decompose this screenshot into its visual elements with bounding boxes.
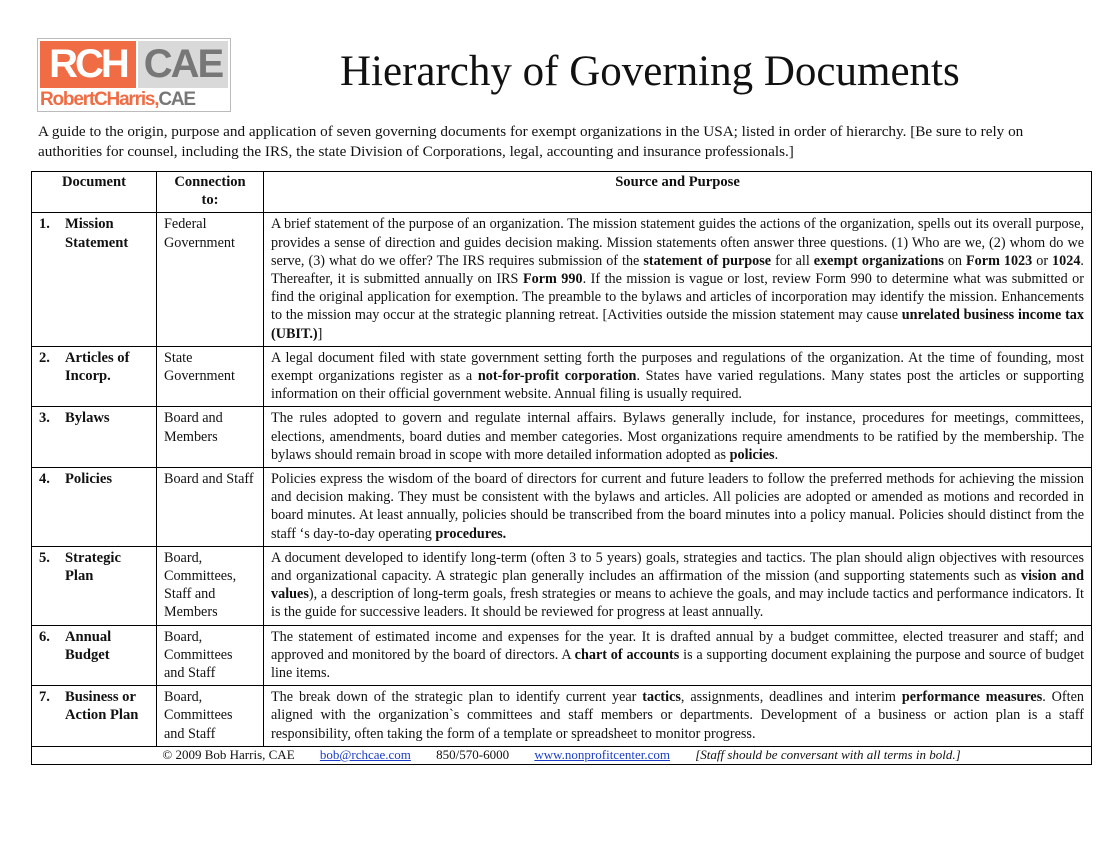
bold-term: 1024 [1052, 252, 1081, 269]
table-header-row [32, 172, 1092, 213]
text-segment: or [1032, 252, 1053, 269]
text-segment: is a supporting document explaining the purpose and source of budget line items. [271, 646, 1085, 682]
text-segment: . [774, 446, 779, 463]
source-purpose-cell [264, 213, 1092, 346]
footer-email-link[interactable]: bob@rchcae.com [319, 746, 411, 762]
bold-term: unrelated business income tax (UBIT.) [271, 307, 1084, 342]
header-source-purpose: Source and Purpose [264, 172, 1092, 213]
table-row [32, 468, 1092, 547]
bold-term: policies [729, 446, 775, 463]
bold-term: chart of accounts [574, 646, 680, 663]
source-purpose-cell [264, 546, 1092, 625]
governing-documents-table [31, 171, 1092, 765]
text-segment: The rules adopted to govern and regulate internal affairs. Bylaws generally include, for instance, procedures for meetings, committees, elections, amendments, board duties and member categories. Most organizations require amendments to be ratified by the membership. The bylaws should remain broad in scope with more detailed information adopted as [271, 410, 1084, 463]
text-segment: ), a description of long-term goals, fresh strategies or means to achieve the goals, and may include tactics and performance indicators. It is the guide for successive leaders. It should be reviewed for progress at least annually. [271, 586, 1084, 621]
connection-cell: Board, Committees and Staff [157, 686, 264, 747]
connection-cell: Board and Members [157, 407, 264, 468]
table-row [32, 213, 1092, 346]
bold-term: exempt organizations [813, 252, 944, 269]
footer-copyright: © 2009 Bob Harris, CAE [162, 746, 295, 762]
connection-cell: Board, Committees and Staff [157, 625, 264, 686]
source-purpose-cell [264, 686, 1092, 747]
text-segment: A legal document filed with state government setting forth the purposes and regulations of the organization. At the time of founding, most exempt organizations register as a [271, 349, 1084, 385]
footer-phone: 850/570-6000 [436, 746, 510, 762]
connection-cell: Board and Staff [157, 468, 264, 547]
page-title: Hierarchy of Governing Documents [340, 48, 960, 95]
row-number: 4. [39, 471, 50, 488]
text-segment: The break down of the strategic plan to identify current year [271, 689, 643, 706]
text-segment: . Thereafter, it is submitted annually on IRS [271, 252, 1084, 288]
logo-cae-block: CAE [138, 41, 228, 88]
bold-term: statement of purpose [643, 252, 772, 269]
connection-cell: State Government [157, 346, 264, 407]
document-name: Business or Action Plan [65, 689, 139, 724]
footer-cell [32, 746, 1092, 764]
connection-cell: Board, Committees, Staff and Members [157, 546, 264, 625]
document-name: Mission Statement [65, 216, 129, 251]
footer-website-link[interactable]: www.nonprofitcenter.com [534, 746, 670, 762]
document-cell [32, 686, 157, 747]
text-segment: . If the mission is vague or lost, review Form 990 to determine what was submitted or find the original application for exemption. The preamble to the bylaws and articles of incorporation may identify the mission. Enhancements to the mission may occur at the strategic planning retreat. [Activities outside the mission statement may cause [271, 271, 1084, 324]
text-segment: on [943, 252, 967, 269]
text-segment: The statement of estimated income and expenses for the year. It is drafted annual by a budget committee, elected treasurer and staff; and approved and monitored by the board of directors. A [271, 628, 1084, 663]
row-number: 5. [39, 549, 50, 566]
logo-name [40, 90, 228, 110]
document-name: Articles of Incorp. [65, 349, 130, 385]
bold-term: tactics [642, 689, 681, 706]
document-name: Policies [65, 471, 113, 488]
footer-note: [Staff should be conversant with all terms in bold.] [695, 746, 961, 762]
logo-rch-block: RCH [40, 41, 136, 88]
connection-cell: Federal Government [157, 213, 264, 346]
row-number: 3. [39, 410, 50, 427]
footer-row [32, 746, 1092, 764]
bold-term: vision and values [271, 568, 1084, 603]
logo-name-cae: CAE [158, 89, 195, 110]
logo-name-first: RobertCHarris, [40, 89, 159, 110]
table-row [32, 407, 1092, 468]
document-cell [32, 625, 157, 686]
document-name: Annual Budget [65, 628, 112, 663]
text-segment: for all [771, 252, 814, 269]
text-segment: A brief statement of the purpose of an organization. The mission statement guides the actions of the organization, spells out its overall purpose, provides a sense of direction and guides decision making. Mission statements often answer three questions. (1) Who are we, (2) whom do we serve, (3) what do we offer? The IRS requires submission of the [271, 216, 1084, 269]
text-segment: , assignments, deadlines and interim [680, 689, 902, 706]
text-segment: ] [317, 325, 323, 342]
header-document: Document [32, 172, 157, 213]
source-purpose-cell [264, 346, 1092, 407]
document-name: Bylaws [65, 410, 110, 427]
bold-term: not-for-profit corporation [477, 368, 637, 385]
row-number: 6. [39, 628, 50, 645]
rch-cae-logo [37, 38, 231, 112]
document-name: Strategic Plan [65, 549, 121, 585]
row-number: 7. [39, 689, 50, 706]
table-row [32, 546, 1092, 625]
text-segment: A document developed to identify long-term (often 3 to 5 years) goals, strategies and tactics. The plan should align objectives with resources and organizational capacity. A strategic plan generally includes an affirmation of the mission (and supporting statements such as [271, 549, 1084, 585]
document-cell [32, 546, 157, 625]
bold-term: performance measures [901, 689, 1043, 706]
bold-term: Form 990 [522, 271, 583, 288]
table-row [32, 686, 1092, 747]
header-connection: Connection to: [157, 172, 264, 213]
intro-paragraph: A guide to the origin, purpose and application of seven governing documents for exempt organizations in the USA; listed in order of hierarchy. [Be sure to rely on authorities for counsel, including the IRS, the state Division of Corporations, legal, accounting and insurance professionals.] [38, 123, 1024, 160]
table-row [32, 625, 1092, 686]
text-segment: Policies express the wisdom of the board of directors for current and future leaders to follow the preferred methods for achieving the mission and decision making. They must be consistent with the bylaws and articles. All policies are adopted or amended as motions and recorded in board minutes. At least annually, policies should be transcribed from the board minutes into a policy manual. Policies should distinct from the staff ‘s day-to-day operating [271, 471, 1084, 542]
row-number: 1. [39, 216, 50, 233]
document-cell [32, 213, 157, 346]
document-cell [32, 407, 157, 468]
text-segment: . Often aligned with the organization`s committees and staff members or departments. Development of a business or action plan is a staff responsibility, often taking the form of a template or spreadsheet to monitor progress. [271, 689, 1084, 742]
document-cell [32, 468, 157, 547]
source-purpose-cell [264, 625, 1092, 686]
source-purpose-cell [264, 407, 1092, 468]
source-purpose-cell [264, 468, 1092, 547]
bold-term: procedures. [435, 525, 507, 542]
row-number: 2. [39, 349, 50, 366]
document-cell [32, 346, 157, 407]
bold-term: Form 1023 [966, 252, 1033, 269]
text-segment: . States have varied regulations. Many states post the articles or supporting information on their official government website. Annual filing is usually required. [271, 368, 1085, 403]
table-row [32, 346, 1092, 407]
